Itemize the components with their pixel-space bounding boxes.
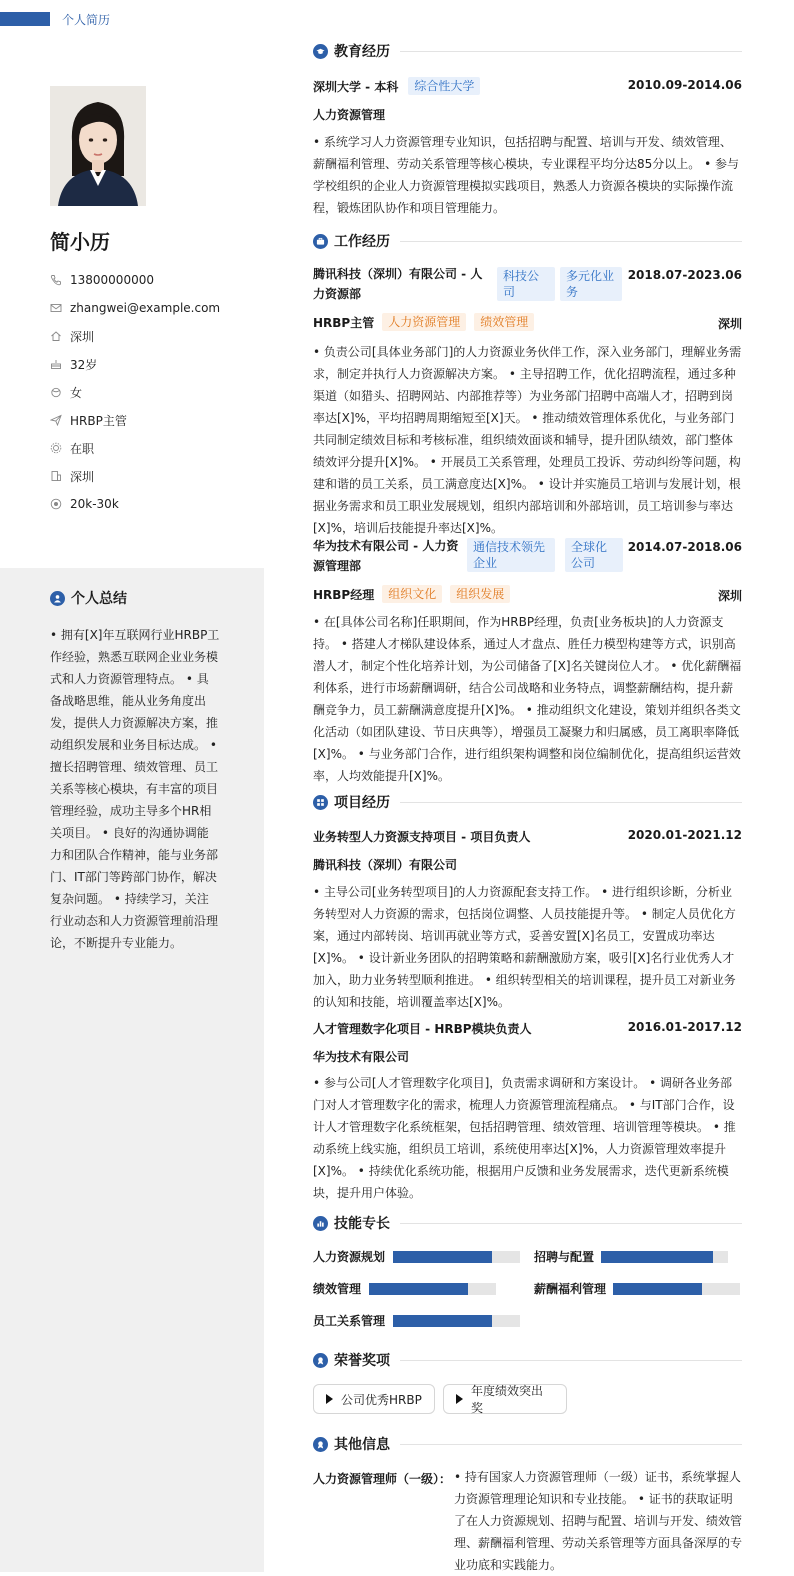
play-icon bbox=[326, 1394, 333, 1404]
graduation-cap-icon bbox=[313, 44, 328, 59]
education-tag: 综合性大学 bbox=[408, 77, 480, 95]
other-label: 人力资源管理师（一级）： bbox=[313, 1472, 452, 1486]
project-title: 业务转型人力资源支持项目 - 项目负责人 bbox=[313, 830, 531, 844]
contact-location: 深圳 bbox=[50, 322, 260, 350]
work-description: • 在[具体公司名称]任职期间，作为HRBP经理，负责[业务板块]的人力资源支持。 • 搭建人才梯队建设体系，通过人才盘点、胜任力模型构建等方式，识别高潜人才，制定个性化培养计划，为公司储备了[X]名关键岗位人才。 • 优化薪酬福利体系，进行市场薪酬调研，结合公司战略和业务特点，调整薪酬结构，提升薪酬竞争力，员工薪酬满意度提升[X]%。 • 推动组织文化建设，策划并组织各类文化活动（如团队建设、节日庆典等），增强员工凝聚力和归属感，员工离职率降低[X]%。 • 与业务部门合作，进行组织架构调整和岗位编制优化，提高组织运营效率，人均效能提升[X]%。 bbox=[313, 615, 742, 783]
play-icon bbox=[456, 1394, 463, 1404]
skill-bar-fill bbox=[369, 1283, 468, 1295]
work-role-tag: 绩效管理 bbox=[474, 313, 534, 331]
contact-info-list bbox=[50, 266, 260, 518]
award-icon bbox=[313, 1437, 328, 1452]
profile-name: 简小历 bbox=[50, 230, 110, 254]
skill-bar bbox=[613, 1283, 740, 1295]
work-role: HRBP主管 bbox=[313, 315, 375, 330]
award-icon bbox=[313, 1353, 328, 1368]
skill-bar bbox=[369, 1283, 496, 1295]
section-divider bbox=[400, 1223, 742, 1224]
skill-name: 薪酬福利管理 bbox=[534, 1282, 607, 1296]
contact-salary: 20k-30k bbox=[50, 490, 260, 518]
section-divider bbox=[400, 241, 742, 242]
send-icon bbox=[50, 414, 62, 426]
project-company: 华为技术有限公司 bbox=[313, 1050, 410, 1064]
user-icon bbox=[50, 591, 65, 606]
header-accent-bar bbox=[0, 12, 50, 26]
gender-icon bbox=[50, 386, 62, 398]
cake-icon bbox=[50, 358, 62, 370]
skill-name: 绩效管理 bbox=[313, 1282, 362, 1296]
resume-header-title: 个人简历 bbox=[62, 13, 111, 27]
summary-heading: 个人总结 bbox=[50, 588, 127, 608]
work-city: 深圳 bbox=[717, 589, 742, 603]
bar-chart-icon bbox=[313, 1216, 328, 1231]
project-date: 2016.01-2017.12 bbox=[627, 1020, 742, 1034]
work-role-row bbox=[313, 585, 510, 603]
skill-bar-fill bbox=[393, 1315, 492, 1327]
work-role-tag: 人力资源管理 bbox=[382, 313, 466, 331]
mail-icon bbox=[50, 302, 62, 314]
section-work: 工作经历 bbox=[313, 231, 742, 251]
status-icon bbox=[50, 442, 62, 454]
work-tag-2: 多元化业务 bbox=[560, 267, 624, 301]
skill-bar bbox=[601, 1251, 728, 1263]
work-role-tag: 组织发展 bbox=[450, 585, 510, 603]
work-tag-2: 全球化公司 bbox=[565, 538, 625, 572]
skill-name: 员工关系管理 bbox=[313, 1314, 386, 1328]
phone-icon bbox=[50, 274, 62, 286]
salary-icon bbox=[50, 498, 62, 510]
contact-city: 深圳 bbox=[50, 462, 260, 490]
work-tag-1: 通信技术领先企业 bbox=[467, 538, 557, 572]
skill-name: 招聘与配置 bbox=[534, 1250, 595, 1264]
section-divider bbox=[400, 1444, 742, 1445]
award-item: 年度绩效突出奖 bbox=[443, 1384, 567, 1414]
section-education: 教育经历 bbox=[313, 41, 742, 61]
section-projects: 项目经历 bbox=[313, 792, 742, 812]
section-awards: 荣誉奖项 bbox=[313, 1350, 742, 1370]
education-school: 深圳大学 - 本科 bbox=[313, 79, 399, 94]
skill-name: 人力资源规划 bbox=[313, 1250, 386, 1264]
other-description: • 持有国家人力资源管理师（一级）证书，系统掌握人力资源管理理论知识和专业技能。 • 证书的获取证明了在人力资源规划、招聘与配置、培训与开发、绩效管理、薪酬福利管理、劳动关系管理等方面具备深厚的专业功底和实践能力。 bbox=[454, 1470, 743, 1572]
section-other: 其他信息 bbox=[313, 1434, 742, 1454]
section-divider bbox=[400, 51, 742, 52]
work-role-tag: 组织文化 bbox=[382, 585, 442, 603]
project-company: 腾讯科技（深圳）有限公司 bbox=[313, 858, 458, 872]
work-company: 华为技术有限公司 - 人力资源管理部 bbox=[313, 539, 459, 573]
grid-icon bbox=[313, 795, 328, 810]
section-skills: 技能专长 bbox=[313, 1213, 742, 1233]
skill-bar-fill bbox=[601, 1251, 713, 1263]
section-divider bbox=[400, 1360, 742, 1361]
education-header bbox=[313, 77, 480, 95]
building-icon bbox=[50, 470, 62, 482]
contact-email: zhangwei@example.com bbox=[50, 294, 260, 322]
contact-position: HRBP主管 bbox=[50, 406, 260, 434]
person-portrait-icon bbox=[50, 86, 146, 206]
home-icon bbox=[50, 330, 62, 342]
skill-bar-fill bbox=[613, 1283, 702, 1295]
skill-bar bbox=[393, 1251, 520, 1263]
work-company: 腾讯科技（深圳）有限公司 - 人力资源部 bbox=[313, 267, 483, 301]
education-description: • 系统学习人力资源管理专业知识，包括招聘与配置、培训与开发、绩效管理、薪酬福利管理、劳动关系管理等核心模块，专业课程平均分达85分以上。 • 参与学校组织的企业人力资源管理模拟实践项目，熟悉人力资源各模块的实际操作流程，锻炼团队协作和项目管理能力。 bbox=[313, 135, 739, 215]
contact-gender: 女 bbox=[50, 378, 260, 406]
work-description: • 负责公司[具体业务部门]的人力资源业务伙伴工作，深入业务部门，理解业务需求，制定并执行人力资源解决方案。 • 主导招聘工作，优化招聘流程，通过多种渠道（如猎头、招聘网站、内部推荐等）为业务部门招聘中高端人才，招聘到岗率达[X]%，平均招聘周期缩短至[X]天。 • 推动绩效管理体系优化，与业务部门共同制定绩效目标和考核标准，组织绩效面谈和辅导，提升团队绩效，部门整体绩效评分提升[X]%。 • 开展员工关系管理，处理员工投诉、劳动纠纷等问题，构建和谐的员工关系，员工满意度达[X]%。 • 设计并实施员工培训与发展计划，根据业务需求和员工职业发展规划，组织内部培训和外部培训，员工培训参与率达[X]%，培训后技能提升率达[X]%。 bbox=[313, 345, 742, 535]
work-role-row bbox=[313, 313, 534, 331]
contact-age: 32岁 bbox=[50, 350, 260, 378]
briefcase-icon bbox=[313, 234, 328, 249]
project-description: • 参与公司[人才管理数字化项目]，负责需求调研和方案设计。 • 调研各业务部门对人才管理数字化的需求，梳理人力资源管理流程痛点。 • 与IT部门合作，设计人才管理数字化系统框架，包括招聘管理、绩效管理、培训管理等模块。 • 推动系统上线实施，组织员工培训，系统使用率达[X]%，人力资源管理效率提升[X]%。 • 持续优化系统功能，根据用户反馈和业务发展需求，迭代更新系统模块，提升用户体验。 bbox=[313, 1076, 736, 1200]
project-description: • 主导公司[业务转型项目]的人力资源配套支持工作。 • 进行组织诊断，分析业务转型对人力资源的需求，包括岗位调整、人员技能提升等。 • 制定人员优化方案，通过内部转岗、培训再就业等方式，妥善安置[X]名员工，安置成功率达[X]%。 • 设计新业务团队的招聘策略和薪酬激励方案，吸引[X]名行业优秀人才加入，助力业务转型顺利推进。 • 组织转型相关的培训课程，提升员工对新业务的认知和技能，培训覆盖率达[X]%。 bbox=[313, 885, 736, 1009]
skill-bar bbox=[393, 1315, 520, 1327]
contact-status: 在职 bbox=[50, 434, 260, 462]
award-item: 公司优秀HRBP bbox=[313, 1384, 435, 1414]
work-tag-1: 科技公司 bbox=[497, 267, 557, 301]
contact-phone: 13800000000 bbox=[50, 266, 260, 294]
education-date: 2010.09-2014.06 bbox=[627, 78, 742, 92]
section-divider bbox=[400, 802, 742, 803]
work-date: 2014.07-2018.06 bbox=[627, 540, 742, 554]
summary-text: • 拥有[X]年互联网行业HRBP工作经验，熟悉互联网企业业务模式和人力资源管理特点。 • 具备战略思维，能从业务角度出发，提供人力资源解决方案，推动组织发展和业务目标达成。 • 擅长招聘管理、绩效管理、员工关系等核心模块，有丰富的项目管理经验，成功主导多个HR相关项目。 • 良好的沟通协调能力和团队合作精神，能与业务部门、IT部门等跨部门协作，解决复杂问题。 • 持续学习，关注行业动态和人力资源管理前沿理论，不断提升专业能力。 bbox=[50, 628, 220, 950]
work-role: HRBP经理 bbox=[313, 587, 375, 602]
project-title: 人才管理数字化项目 - HRBP模块负责人 bbox=[313, 1022, 532, 1036]
work-city: 深圳 bbox=[717, 317, 742, 331]
profile-photo bbox=[50, 86, 146, 206]
project-date: 2020.01-2021.12 bbox=[627, 828, 742, 842]
skill-bar-fill bbox=[393, 1251, 492, 1263]
work-date: 2018.07-2023.06 bbox=[627, 268, 742, 282]
education-major: 人力资源管理 bbox=[313, 108, 386, 122]
